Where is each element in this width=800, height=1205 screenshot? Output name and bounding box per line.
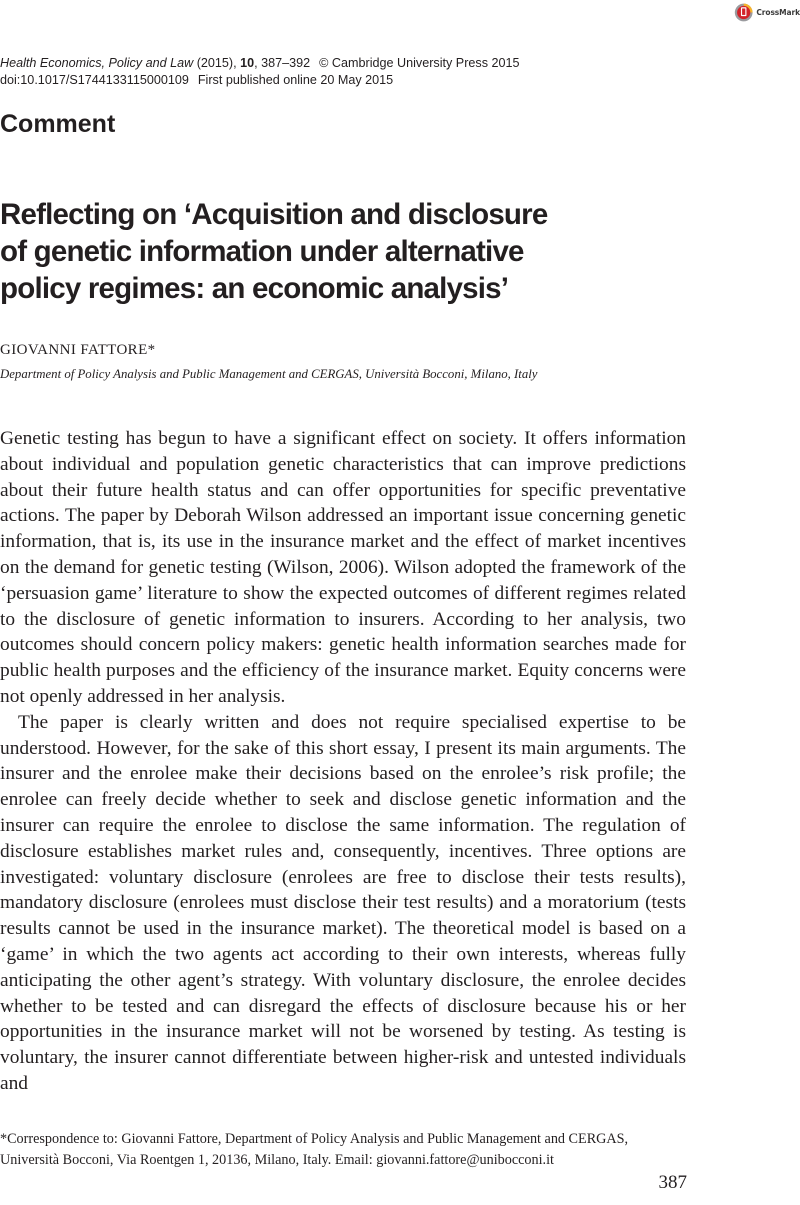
title-line-2: of genetic information under alternative	[0, 235, 524, 268]
citation-pages: , 387–392	[254, 56, 311, 70]
title-line-1: Reflecting on ‘Acquisition and disclosure	[0, 198, 548, 231]
crossmark-label: CrossMark	[756, 7, 800, 17]
citation-line-2	[0, 72, 780, 89]
doi-link[interactable]: doi:10.1017/S1744133115000109	[0, 73, 189, 87]
citation-volume: 10	[240, 56, 255, 70]
crossmark-icon	[734, 2, 753, 23]
citation-line-1	[0, 55, 780, 72]
body-paragraph-1: Genetic testing has begun to have a significant effect on society. It offers information about individual and population genetic characteristics that can improve predictions about their future health status and can offer opportunities for specific preventative actions. The paper by Deborah Wilson addressed an important issue concerning genetic information, that is, its use in the insurance market and the effect of market incentives on the demand for genetic testing (Wilson, 2006). Wilson adopted the framework of the ‘persuasion game’ literature to show the expected outcomes of different regimes related to the disclosure of genetic information to insurers. According to her analysis, two outcomes should concern policy makers: genetic health information searches made for public health purposes and the efficiency of the insurance market. Equity concerns were not openly addressed in her analysis.	[0, 428, 686, 707]
author-affiliation: Department of Policy Analysis and Public Management and CERGAS, Università Bocconi, Milano, Italy	[0, 367, 538, 381]
section-label: Comment	[0, 110, 116, 138]
crossmark-badge[interactable]	[734, 0, 800, 24]
body-paragraph-2: The paper is clearly written and does not require specialised expertise to be understood. However, for the sake of this short essay, I present its main arguments. The insurer and the enrolee make their decisions based on the enrolee’s risk profile; the enrolee can freely decide whether to seek and disclose genetic information and the insurer can require the enrolee to disclose the same information. The regulation of disclosure establishes market rules and, consequently, incentives. Three options are investigated: voluntary disclosure (enrolees are free to disclose their tests results), mandatory disclosure (enrolees must disclose their test results) and a moratorium (tests results cannot be used in the insurance market). The theoretical model is based on a ‘game’ in which the two agents act according to their own interests, whereas fully anticipating the other agent’s strategy. With voluntary disclosure, the enrolee decides whether to be tested and can disregard the effects of disclosure because his or her opportunities in the insurance market will not be worsened by testing. As testing is voluntary, the insurer cannot differentiate between higher-risk and untested individuals and	[0, 711, 686, 1094]
footnote-line-1: *Correspondence to: Giovanni Fattore, Department of Policy Analysis and Public Management and CERGAS,	[0, 1131, 629, 1147]
correspondence-footnote	[0, 1129, 700, 1171]
citation-header	[0, 55, 780, 89]
publication-date: First published online 20 May 2015	[197, 73, 394, 87]
article-body	[0, 426, 686, 1097]
author-name: GIOVANNI FATTORE*	[0, 342, 156, 358]
copyright-notice: © Cambridge University Press 2015	[319, 56, 520, 70]
journal-name: Health Economics, Policy and Law	[0, 56, 194, 70]
footnote-line-2: Università Bocconi, Via Roentgen 1, 20136, Milano, Italy. Email: giovanni.fattore@unibocconi.it	[0, 1152, 554, 1168]
citation-year: (2015),	[196, 56, 237, 70]
title-line-3: policy regimes: an economic analysis’	[0, 272, 509, 305]
article-title	[0, 196, 790, 307]
page-number: 387	[658, 1172, 687, 1193]
